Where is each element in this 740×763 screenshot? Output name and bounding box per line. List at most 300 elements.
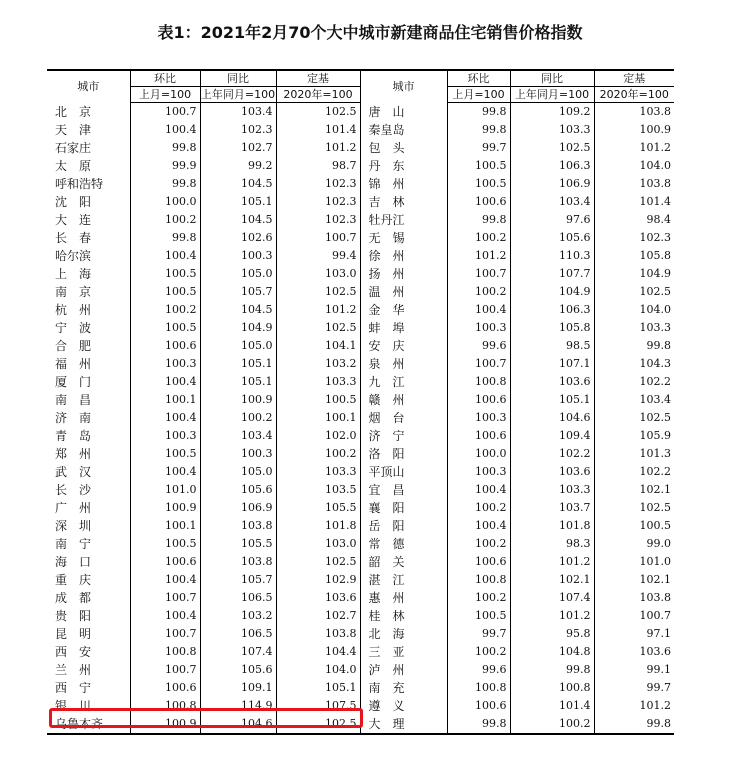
table-row (47, 571, 674, 589)
dingji-value-2: 103.6 (594, 643, 674, 661)
city-name: 兰 州 (55, 663, 92, 677)
huanbi-value: 100.0 (130, 193, 200, 211)
tongbi-value-2: 107.1 (510, 355, 594, 373)
city-name: 深 圳 (55, 519, 92, 533)
subheader-tongbi: 上年同月=100 (200, 87, 276, 101)
table-title: 表1：2021年2月70个大中城市新建商品住宅销售价格指数 (157, 23, 583, 42)
tongbi-value-2: 103.6 (510, 373, 594, 391)
dingji-value-2: 100.5 (594, 517, 674, 535)
huanbi-value-2: 100.5 (447, 157, 510, 175)
city-name: 贵 阳 (55, 609, 92, 623)
tongbi-value: 107.4 (200, 643, 276, 661)
tongbi-value: 103.8 (200, 553, 276, 571)
tongbi-value: 105.0 (200, 463, 276, 481)
city-name: 合 肥 (55, 339, 92, 353)
tongbi-value: 105.6 (200, 481, 276, 499)
city-name-2: 宜 昌 (360, 481, 447, 499)
huanbi-value-2: 100.4 (447, 481, 510, 499)
city-name-2: 无 锡 (360, 229, 447, 247)
dingji-value: 102.5 (276, 319, 360, 337)
huanbi-value-2: 100.2 (447, 535, 510, 553)
city-name: 武 汉 (55, 465, 92, 479)
city-name-2: 大 理 (360, 715, 447, 734)
dingji-value: 99.4 (276, 247, 360, 265)
tongbi-value-2: 95.8 (510, 625, 594, 643)
tongbi-value: 104.6 (200, 715, 276, 734)
tongbi-value-2: 103.6 (510, 463, 594, 481)
city-name: 长 春 (55, 231, 92, 245)
dingji-value-2: 103.4 (594, 391, 674, 409)
huanbi-value-2: 99.7 (447, 139, 510, 157)
header-dingji: 定基 (276, 70, 360, 87)
tongbi-value: 99.2 (200, 157, 276, 175)
huanbi-value-2: 99.8 (447, 121, 510, 139)
huanbi-value: 99.8 (130, 229, 200, 247)
tongbi-value-2: 103.7 (510, 499, 594, 517)
dingji-value: 103.5 (276, 481, 360, 499)
table-row (47, 319, 674, 337)
city-name-2: 包 头 (360, 139, 447, 157)
dingji-value-2: 105.9 (594, 427, 674, 445)
city-name: 南 京 (55, 285, 92, 299)
city-name: 重 庆 (55, 573, 92, 587)
tongbi-value-2: 98.3 (510, 535, 594, 553)
city-name: 呼和浩特 (55, 177, 104, 191)
huanbi-value-2: 100.2 (447, 589, 510, 607)
dingji-value-2: 101.4 (594, 193, 674, 211)
city-name: 南 宁 (55, 537, 92, 551)
city-name-2: 扬 州 (360, 265, 447, 283)
city-name: 北 京 (55, 104, 92, 119)
tongbi-value: 102.3 (200, 121, 276, 139)
city-name: 大 连 (55, 213, 92, 227)
city-name-2: 丹 东 (360, 157, 447, 175)
tongbi-value: 105.7 (200, 571, 276, 589)
dingji-value-2: 101.0 (594, 553, 674, 571)
huanbi-value: 100.8 (130, 643, 200, 661)
huanbi-value-2: 100.3 (447, 463, 510, 481)
city-name-2: 常 德 (360, 535, 447, 553)
tongbi-value: 105.6 (200, 661, 276, 679)
dingji-value: 103.2 (276, 355, 360, 373)
huanbi-value: 100.5 (130, 535, 200, 553)
tongbi-value: 104.5 (200, 211, 276, 229)
table-row (47, 211, 674, 229)
city-name-2: 三 亚 (360, 643, 447, 661)
city-name-2: 南 充 (360, 679, 447, 697)
dingji-value: 103.3 (276, 463, 360, 481)
city-name: 沈 阳 (55, 195, 92, 209)
dingji-value-2: 99.1 (594, 661, 674, 679)
table-row (47, 157, 674, 175)
huanbi-value-2: 100.4 (447, 517, 510, 535)
huanbi-value: 100.8 (130, 697, 200, 715)
dingji-value-2: 105.8 (594, 247, 674, 265)
price-index-table (47, 69, 674, 735)
huanbi-value-2: 100.2 (447, 229, 510, 247)
tongbi-value: 103.4 (200, 427, 276, 445)
dingji-value-2: 97.1 (594, 625, 674, 643)
header-dingji-2: 定基 (594, 70, 674, 87)
city-name-2: 洛 阳 (360, 445, 447, 463)
tongbi-value: 105.1 (200, 193, 276, 211)
dingji-value: 100.1 (276, 409, 360, 427)
huanbi-value: 100.4 (130, 463, 200, 481)
dingji-value: 102.3 (276, 211, 360, 229)
dingji-value-2: 99.7 (594, 679, 674, 697)
tongbi-value-2: 106.3 (510, 157, 594, 175)
dingji-value-2: 102.5 (594, 409, 674, 427)
tongbi-value-2: 99.8 (510, 661, 594, 679)
city-name-2: 金 华 (360, 301, 447, 319)
tongbi-value-2: 101.2 (510, 607, 594, 625)
huanbi-value-2: 100.5 (447, 175, 510, 193)
city-name: 郑 州 (55, 447, 92, 461)
city-name-2: 秦皇岛 (360, 121, 447, 139)
city-name-2: 烟 台 (360, 409, 447, 427)
dingji-value: 104.4 (276, 643, 360, 661)
dingji-value-2: 103.8 (594, 175, 674, 193)
dingji-value-2: 102.3 (594, 229, 674, 247)
tongbi-value-2: 103.3 (510, 481, 594, 499)
header-tongbi-2: 同比 (510, 70, 594, 87)
dingji-value: 100.2 (276, 445, 360, 463)
dingji-value-2: 98.4 (594, 211, 674, 229)
dingji-value-2: 104.9 (594, 265, 674, 283)
dingji-value: 104.1 (276, 337, 360, 355)
tongbi-value: 114.9 (200, 697, 276, 715)
huanbi-value-2: 100.6 (447, 193, 510, 211)
huanbi-value: 100.3 (130, 355, 200, 373)
table-row (47, 337, 674, 355)
city-name-2: 吉 林 (360, 193, 447, 211)
header-huanbi-2: 环比 (447, 70, 510, 87)
table-row (47, 265, 674, 283)
huanbi-value-2: 100.5 (447, 607, 510, 625)
dingji-value: 101.2 (276, 139, 360, 157)
tongbi-value-2: 102.5 (510, 139, 594, 157)
tongbi-value-2: 98.5 (510, 337, 594, 355)
dingji-value: 105.1 (276, 679, 360, 697)
dingji-value-2: 104.0 (594, 301, 674, 319)
table-row (47, 643, 674, 661)
huanbi-value-2: 100.6 (447, 553, 510, 571)
city-name: 厦 门 (55, 375, 92, 389)
huanbi-value-2: 99.8 (447, 103, 510, 122)
table-row (47, 247, 674, 265)
header-city: 城市 (47, 70, 130, 103)
huanbi-value: 101.0 (130, 481, 200, 499)
tongbi-value-2: 104.6 (510, 409, 594, 427)
city-name-2: 九 江 (360, 373, 447, 391)
table-row (47, 463, 674, 481)
city-name: 成 都 (55, 591, 92, 605)
tongbi-value-2: 100.8 (510, 679, 594, 697)
huanbi-value-2: 100.0 (447, 445, 510, 463)
tongbi-value-2: 97.6 (510, 211, 594, 229)
tongbi-value-2: 107.7 (510, 265, 594, 283)
huanbi-value-2: 100.8 (447, 373, 510, 391)
dingji-value-2: 102.2 (594, 463, 674, 481)
huanbi-value: 100.5 (130, 319, 200, 337)
city-name: 西 安 (55, 645, 92, 659)
city-name-2: 温 州 (360, 283, 447, 301)
city-name-2: 安 庆 (360, 337, 447, 355)
huanbi-value: 100.7 (130, 625, 200, 643)
city-name: 石家庄 (55, 141, 92, 155)
huanbi-value-2: 99.6 (447, 661, 510, 679)
huanbi-value-2: 100.3 (447, 319, 510, 337)
table-row (47, 301, 674, 319)
huanbi-value-2: 100.2 (447, 283, 510, 301)
table-row (47, 409, 674, 427)
dingji-value-2: 99.8 (594, 337, 674, 355)
table-body (47, 103, 674, 735)
tongbi-value: 105.1 (200, 373, 276, 391)
table-row (47, 427, 674, 445)
huanbi-value: 100.4 (130, 247, 200, 265)
table-row (47, 679, 674, 697)
city-name: 太 原 (55, 159, 92, 173)
table-row (47, 625, 674, 643)
city-name: 西 宁 (55, 681, 92, 695)
dingji-value-2: 99.0 (594, 535, 674, 553)
table-row (47, 355, 674, 373)
header-city-2: 城市 (360, 70, 447, 103)
tongbi-value: 102.6 (200, 229, 276, 247)
tongbi-value: 109.1 (200, 679, 276, 697)
table-row (47, 229, 674, 247)
dingji-value: 103.8 (276, 625, 360, 643)
tongbi-value-2: 109.2 (510, 103, 594, 122)
table-row (47, 553, 674, 571)
city-name: 上 海 (55, 267, 92, 281)
dingji-value-2: 102.2 (594, 373, 674, 391)
dingji-value-2: 103.8 (594, 103, 674, 122)
city-name: 长 沙 (55, 483, 92, 497)
table-row (47, 175, 674, 193)
dingji-value: 101.2 (276, 301, 360, 319)
city-name: 济 南 (55, 411, 92, 425)
table-row (47, 589, 674, 607)
tongbi-value: 104.9 (200, 319, 276, 337)
dingji-value-2: 102.5 (594, 283, 674, 301)
huanbi-value: 100.1 (130, 517, 200, 535)
table-row (47, 445, 674, 463)
table-row (47, 103, 674, 122)
dingji-value: 102.5 (276, 553, 360, 571)
city-name: 宁 波 (55, 321, 92, 335)
huanbi-value: 100.9 (130, 499, 200, 517)
tongbi-value-2: 100.2 (510, 715, 594, 734)
dingji-value: 105.5 (276, 499, 360, 517)
dingji-value-2: 102.5 (594, 499, 674, 517)
city-name-2: 徐 州 (360, 247, 447, 265)
tongbi-value: 105.0 (200, 265, 276, 283)
dingji-value: 104.0 (276, 661, 360, 679)
huanbi-value-2: 99.7 (447, 625, 510, 643)
huanbi-value-2: 100.2 (447, 643, 510, 661)
dingji-value-2: 100.9 (594, 121, 674, 139)
highlight-box (49, 708, 363, 728)
city-name: 杭 州 (55, 303, 92, 317)
dingji-value: 102.3 (276, 193, 360, 211)
city-name-2: 韶 关 (360, 553, 447, 571)
huanbi-value-2: 100.6 (447, 391, 510, 409)
huanbi-value-2: 100.6 (447, 427, 510, 445)
city-name-2: 泉 州 (360, 355, 447, 373)
tongbi-value: 100.2 (200, 409, 276, 427)
huanbi-value: 100.5 (130, 445, 200, 463)
city-name: 海 口 (55, 555, 92, 569)
tongbi-value-2: 106.3 (510, 301, 594, 319)
table-row (47, 499, 674, 517)
tongbi-value-2: 107.4 (510, 589, 594, 607)
city-name-2: 锦 州 (360, 175, 447, 193)
city-name-2: 泸 州 (360, 661, 447, 679)
tongbi-value: 104.5 (200, 301, 276, 319)
huanbi-value: 100.5 (130, 265, 200, 283)
header-tongbi: 同比 (200, 70, 276, 87)
huanbi-value-2: 100.3 (447, 409, 510, 427)
city-name-2: 济 宁 (360, 427, 447, 445)
huanbi-value: 100.3 (130, 427, 200, 445)
dingji-value-2: 101.2 (594, 697, 674, 715)
dingji-value: 98.7 (276, 157, 360, 175)
tongbi-value: 105.0 (200, 337, 276, 355)
dingji-value-2: 103.3 (594, 319, 674, 337)
tongbi-value-2: 105.1 (510, 391, 594, 409)
dingji-value: 103.6 (276, 589, 360, 607)
dingji-value: 102.5 (276, 715, 360, 734)
table-row (47, 139, 674, 157)
dingji-value: 102.7 (276, 607, 360, 625)
city-name: 昆 明 (55, 627, 92, 641)
city-name: 乌鲁木齐 (47, 715, 130, 734)
huanbi-value: 100.4 (130, 409, 200, 427)
dingji-value: 101.4 (276, 121, 360, 139)
table-row (47, 373, 674, 391)
dingji-value: 102.5 (276, 103, 360, 122)
dingji-value-2: 104.3 (594, 355, 674, 373)
dingji-value: 102.3 (276, 175, 360, 193)
tongbi-value-2: 103.4 (510, 193, 594, 211)
huanbi-value: 100.4 (130, 121, 200, 139)
dingji-value-2: 101.2 (594, 139, 674, 157)
tongbi-value: 104.5 (200, 175, 276, 193)
city-name-2: 唐 山 (360, 103, 447, 122)
table-row (47, 607, 674, 625)
subheader-dingji: 2020年=100 (276, 87, 360, 103)
huanbi-value: 100.2 (130, 301, 200, 319)
huanbi-value: 100.9 (130, 715, 200, 734)
dingji-value: 102.9 (276, 571, 360, 589)
table-row (47, 481, 674, 499)
tongbi-value-2: 109.4 (510, 427, 594, 445)
subheader-huanbi: 上月=100 (130, 87, 200, 103)
city-name-2: 惠 州 (360, 589, 447, 607)
dingji-value-2: 100.7 (594, 607, 674, 625)
dingji-value: 100.7 (276, 229, 360, 247)
subheader-tongbi-2: 上年同月=100 (510, 87, 594, 103)
tongbi-value: 100.3 (200, 247, 276, 265)
city-name: 青 岛 (55, 429, 92, 443)
huanbi-value: 100.7 (130, 589, 200, 607)
table-row (47, 661, 674, 679)
city-name-2: 北 海 (360, 625, 447, 643)
tongbi-value: 103.8 (200, 517, 276, 535)
tongbi-value-2: 106.9 (510, 175, 594, 193)
huanbi-value: 100.6 (130, 553, 200, 571)
dingji-value: 103.3 (276, 373, 360, 391)
city-name: 天 津 (55, 123, 92, 137)
dingji-value-2: 102.1 (594, 571, 674, 589)
dingji-value: 103.0 (276, 265, 360, 283)
city-name-2: 襄 阳 (360, 499, 447, 517)
tongbi-value-2: 101.2 (510, 553, 594, 571)
huanbi-value-2: 100.7 (447, 355, 510, 373)
dingji-value-2: 104.0 (594, 157, 674, 175)
header-row (47, 70, 674, 87)
huanbi-value: 100.6 (130, 337, 200, 355)
tongbi-value: 103.2 (200, 607, 276, 625)
dingji-value-2: 101.3 (594, 445, 674, 463)
dingji-value-2: 99.8 (594, 715, 674, 734)
tongbi-value-2: 104.9 (510, 283, 594, 301)
city-name: 福 州 (55, 357, 92, 371)
city-name: 广 州 (55, 501, 92, 515)
huanbi-value: 100.1 (130, 391, 200, 409)
huanbi-value-2: 101.2 (447, 247, 510, 265)
dingji-value: 100.5 (276, 391, 360, 409)
tongbi-value: 100.3 (200, 445, 276, 463)
city-name-2: 桂 林 (360, 607, 447, 625)
tongbi-value-2: 110.3 (510, 247, 594, 265)
huanbi-value: 100.2 (130, 211, 200, 229)
tongbi-value: 105.5 (200, 535, 276, 553)
dingji-value: 107.5 (276, 697, 360, 715)
huanbi-value-2: 100.6 (447, 697, 510, 715)
tongbi-value: 106.5 (200, 625, 276, 643)
dingji-value: 102.5 (276, 283, 360, 301)
tongbi-value-2: 105.6 (510, 229, 594, 247)
city-name: 南 昌 (55, 393, 92, 407)
huanbi-value: 100.7 (130, 103, 200, 122)
city-name-2: 赣 州 (360, 391, 447, 409)
tongbi-value-2: 103.3 (510, 121, 594, 139)
huanbi-value-2: 100.8 (447, 679, 510, 697)
city-name-2: 蚌 埠 (360, 319, 447, 337)
tongbi-value: 102.7 (200, 139, 276, 157)
tongbi-value: 106.5 (200, 589, 276, 607)
huanbi-value-2: 99.8 (447, 211, 510, 229)
subheader-huanbi-2: 上月=100 (447, 87, 510, 103)
city-name-2: 平顶山 (360, 463, 447, 481)
huanbi-value-2: 100.7 (447, 265, 510, 283)
tongbi-value-2: 101.8 (510, 517, 594, 535)
table-row (47, 391, 674, 409)
huanbi-value: 99.8 (130, 175, 200, 193)
huanbi-value: 100.4 (130, 373, 200, 391)
tongbi-value: 103.4 (200, 103, 276, 122)
dingji-value-2: 102.1 (594, 481, 674, 499)
table-row (47, 535, 674, 553)
table-row (47, 121, 674, 139)
dingji-value: 101.8 (276, 517, 360, 535)
table-row (47, 193, 674, 211)
huanbi-value: 100.4 (130, 571, 200, 589)
huanbi-value: 100.5 (130, 283, 200, 301)
